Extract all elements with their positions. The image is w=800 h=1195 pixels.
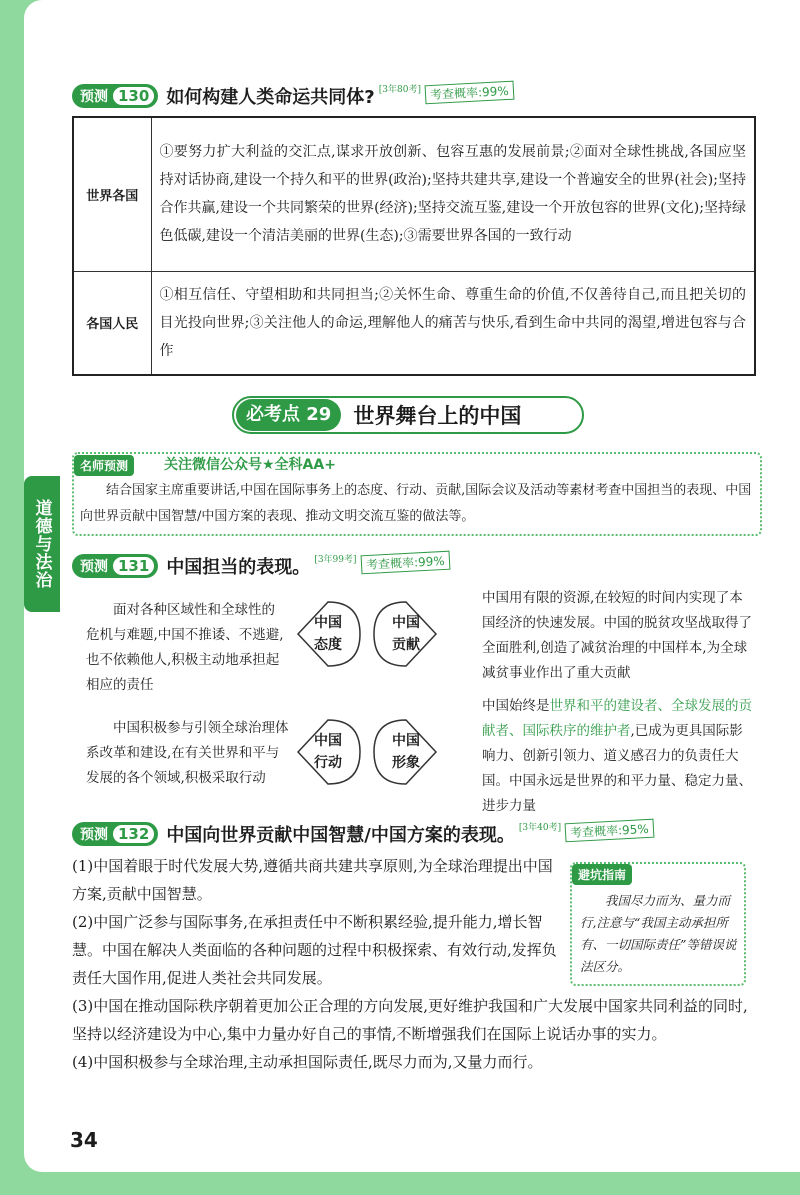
tips-badge: 避坑指南 <box>572 864 632 885</box>
exam-probability-stamp: 考查概率:95% <box>565 818 655 842</box>
prediction-title: 如何构建人类命运共同体? <box>166 87 375 108</box>
list-item: (4)中国积极参与全球治理,主动承担国际责任,既尽力而为,又量力而行。 <box>72 1053 543 1071</box>
table-row <box>73 271 755 375</box>
exam-frequency-tag: [3年80考] <box>378 84 421 95</box>
wechat-notice: 关注微信公众号★全科AA+ <box>164 457 336 473</box>
section-title: 世界舞台上的中国 <box>353 404 522 428</box>
prediction-badge: 预测 130 <box>72 84 158 108</box>
prediction-title: 中国担当的表现。 <box>166 557 311 578</box>
page-number: 34 <box>70 1128 98 1152</box>
prediction-badge: 预测 132 <box>72 822 158 846</box>
china-image-node: 中国形象 <box>368 714 444 790</box>
teacher-prediction-text: 结合国家主席重要讲话,中国在国际事务上的态度、行动、贡献,国际会议及活动等素材考查中国担当的表现、中国向世界贡献中国智慧/中国方案的表现、推动文明交流互鉴的做法等。 <box>80 483 752 524</box>
exam-probability-stamp: 考查概率:99% <box>425 80 515 104</box>
subject-tab[interactable] <box>24 476 60 612</box>
subject-tab-label: 道德与法治 <box>31 499 52 589</box>
china-action-node: 中国行动 <box>290 714 366 790</box>
community-table <box>72 116 756 376</box>
exam-frequency-tag: [3年99考] <box>314 554 357 565</box>
prediction-badge: 预测 131 <box>72 554 158 578</box>
prediction-131-header <box>72 550 449 582</box>
exam-frequency-tag: [3年40考] <box>518 822 562 833</box>
tips-text: 我国尽力而为、量力而行,注意与“我国主动承担所有、一切国际责任”等错误说法区分。 <box>580 893 737 974</box>
prediction-130-header <box>72 80 514 112</box>
row-content: ①相互信任、守望相助和共同担当;②关怀生命、尊重生命的价值,不仅善待自己,而且把关切的目光投向世界;③关注他人的命运,理解他人的痛苦与快乐,看到生命中共同的渴望,增进包容与合作 <box>151 271 755 375</box>
highlighted-roles: 世界和平的建设者、全球发展的贡献者、国际秩序的维护者 <box>482 698 752 739</box>
china-action-text: 中国积极参与引领全球治理体系改革和建设,在有关世界和平与发展的各个领域,积极采取行动 <box>86 720 289 786</box>
china-attitude-text: 面对各种区域性和全球性的危机与难题,中国不推诿、不逃避,也不依赖他人,积极主动地承担起相应的责任 <box>86 602 284 693</box>
row-header: 世界各国 <box>73 117 151 271</box>
table-row <box>73 117 755 271</box>
china-image-text: 中国始终是世界和平的建设者、全球发展的贡献者、国际秩序的维护者,已成为更具国际影响力、创新引领力、道义感召力的负责任大国。中国永远是世界的和平力量、稳定力量、进步力量 <box>482 698 752 814</box>
list-item: (3)中国在推动国际秩序朝着更加公正合理的方向发展,更好维护我国和广大发展中国家共同利益的同时,坚持以经济建设为中心,集中力量办好自己的事情,不断增强我们在国际上说话办事的实力。 <box>72 997 748 1043</box>
china-contribution-node: 中国贡献 <box>368 596 444 672</box>
china-contribution-text: 中国用有限的资源,在较短的时间内实现了本国经济的快速发展。中国的脱贫攻坚战取得了全面胜利,创造了减贫治理的中国样本,为全球减贫事业作出了重大贡献 <box>482 590 752 681</box>
section-badge: 必考点 29 <box>236 399 341 431</box>
prediction-number: 131 <box>112 556 155 576</box>
row-header: 各国人民 <box>73 271 151 375</box>
prediction-132-header <box>72 818 654 850</box>
list-item: (2)中国广泛参与国际事务,在承担责任中不断积累经验,提升能力,增长智慧。中国在解决人类面临的各种问题的过程中积极探索、有效行动,发挥负责任大国作用,促进人类社会共同发展。 <box>72 913 557 987</box>
prediction-title: 中国向世界贡献中国智慧/中国方案的表现。 <box>166 825 515 846</box>
prediction-number: 132 <box>112 824 155 844</box>
section-banner <box>232 396 584 434</box>
list-item: (1)中国着眼于时代发展大势,遵循共商共建共享原则,为全球治理提出中国方案,贡献中国智慧。 <box>72 857 553 903</box>
teacher-prediction-badge: 名师预测 <box>74 455 134 476</box>
row-content: ①要努力扩大利益的交汇点,谋求开放创新、包容互惠的发展前景;②面对全球性挑战,各国应坚持对话协商,建设一个持久和平的世界(政治);坚持共建共享,建设一个普遍安全的世界(社会);坚持合作共赢,建设一个共同繁荣的世界(经济);坚持交流互鉴,建设一个开放包容的世界(文化);坚持绿色低碳,建设一个清洁美丽的世界(生态);③需要世界各国的一致行动 <box>151 117 755 271</box>
china-attitude-node: 中国态度 <box>290 596 366 672</box>
prediction-number: 130 <box>112 86 155 106</box>
exam-probability-stamp: 考查概率:99% <box>360 550 450 574</box>
